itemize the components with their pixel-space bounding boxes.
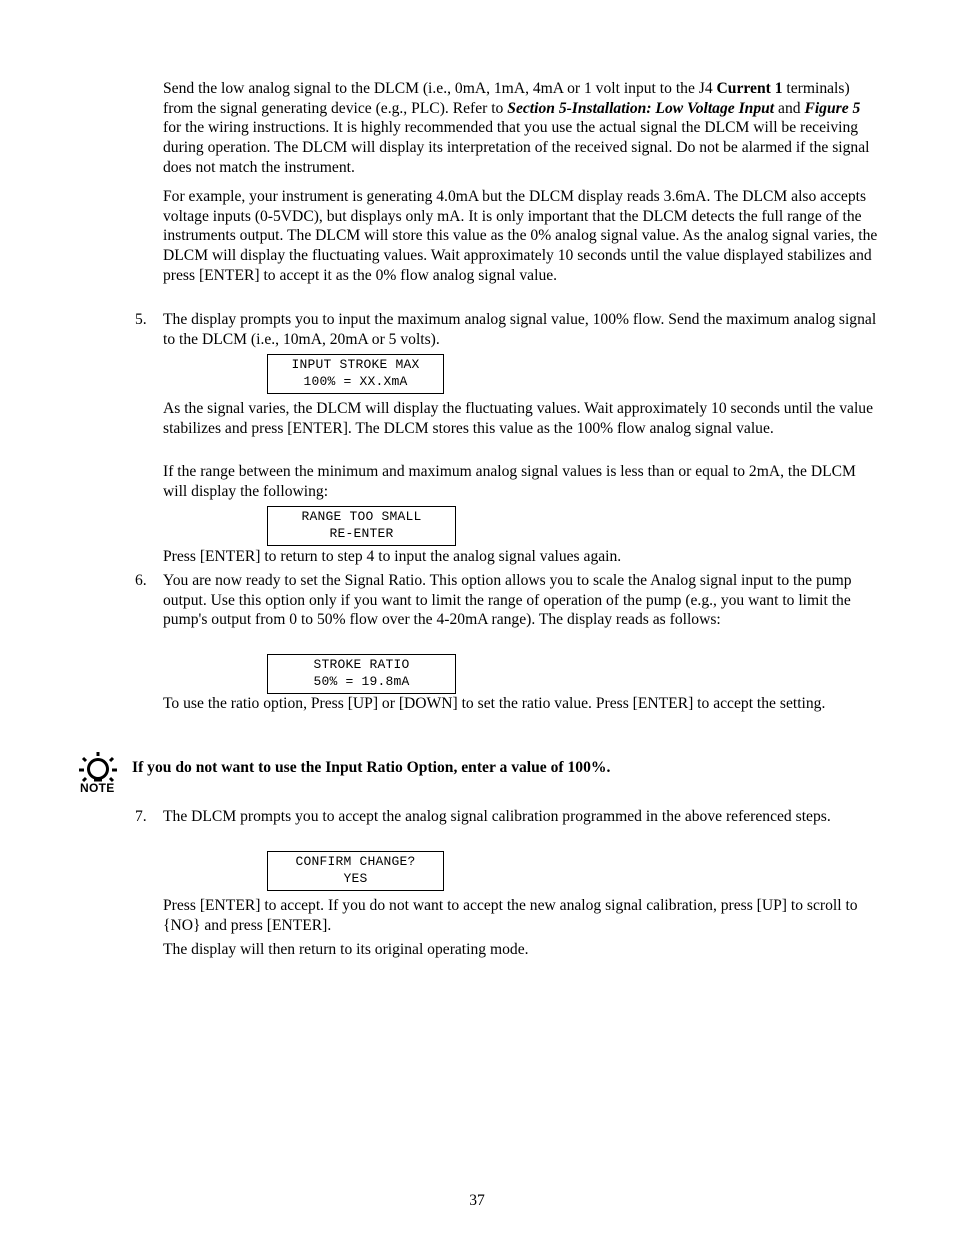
example-paragraph: For example, your instrument is generating 4.0mA but the DLCM display reads 3.6mA. The DLCM also accepts voltage inputs (0-5VDC), but displays only mA. It is only important that the DLCM detects the full range of the instruments output. The DLCM will store this value as the 0% analog signal value. As the analog signal varies, the DLCM will display the fluctuating values. Wait approximately 10 seconds until the value displayed stabilizes and press [ENTER] to accept it as the 0% flow analog signal value. xyxy=(163,188,878,284)
lcd-confirm-change xyxy=(267,851,444,891)
intro-text-4: for the wiring instructions. It is highly recommended that you use the actual signal the DLCM will be receiving during operation. The DLCM will display its interpretation of the received signal. Do not be alarmed if the signal does not match the instrument. xyxy=(163,119,870,176)
note-label: NOTE xyxy=(80,781,115,795)
step7-number: 7. xyxy=(135,808,147,825)
intro-text-2: terminals) from the signal generating device (e.g., PLC). Refer to xyxy=(163,80,850,117)
lcd-line-2: 50% = 19.8mA xyxy=(313,674,410,689)
step5-number: 5. xyxy=(135,311,147,328)
lcd-line-2: YES xyxy=(343,871,368,886)
lcd-line-1: RANGE TOO SMALL xyxy=(301,509,422,524)
intro-text-3: and xyxy=(774,99,805,117)
lcd-input-stroke-max xyxy=(267,354,444,394)
intro-text-1: Send the low analog signal to the DLCM (i.e., 0mA, 1mA, 4mA or 1 volt input to the J4 xyxy=(163,80,717,97)
step6-text: You are now ready to set the Signal Ratio. This option allows you to scale the Analog signal input to the pump output. Use this option only if you want to limit the range of operation of the pump (e.g., you want to limit the pump's output from 0 to 50% flow over the 4-20mA range). The display reads as follows: xyxy=(163,572,852,629)
intro-section-ref: Section 5-Installation: Low Voltage Input xyxy=(507,99,775,117)
step7-after-1: Press [ENTER] to accept. If you do not want to accept the new analog signal calibration, press [UP] to scroll to {NO} and press [ENTER]. xyxy=(163,897,858,934)
lcd-line-2: 100% = XX.XmA xyxy=(303,374,408,389)
intro-figure-ref: Figure 5 xyxy=(804,99,861,117)
step7-after-2: The display will then return to its original operating mode. xyxy=(163,941,529,958)
step5-after-2: If the range between the minimum and maximum analog signal values is less than or equal to 2mA, the DLCM will display the following: xyxy=(163,463,856,500)
lcd-line-2: RE-ENTER xyxy=(329,526,394,541)
intro-bold-current1: Current 1 xyxy=(716,80,783,97)
page-number: 37 xyxy=(469,1192,485,1209)
note-text: If you do not want to use the Input Ratio Option, enter a value of 100%. xyxy=(132,759,611,776)
lcd-stroke-ratio xyxy=(267,654,456,694)
step6-after: To use the ratio option, Press [UP] or [DOWN] to set the ratio value. Press [ENTER] to accept the setting. xyxy=(163,695,826,712)
lcd-range-too-small xyxy=(267,506,456,546)
lcd-line-1: CONFIRM CHANGE? xyxy=(295,854,416,869)
step6-number: 6. xyxy=(135,572,147,589)
step5-after-3: Press [ENTER] to return to step 4 to input the analog signal values again. xyxy=(163,548,622,565)
step5-text: The display prompts you to input the maximum analog signal value, 100% flow. Send the maximum analog signal to the DLCM (i.e., 10mA, 20mA or 5 volts). xyxy=(163,311,877,348)
lcd-line-1: STROKE RATIO xyxy=(313,657,410,672)
step5-after-1: As the signal varies, the DLCM will display the fluctuating values. Wait approximately 10 seconds until the value stabilizes and press [ENTER]. The DLCM stores this value as the 100% flow analog signal value. xyxy=(163,400,873,437)
intro-paragraph xyxy=(163,79,878,178)
step7-text: The DLCM prompts you to accept the analog signal calibration programmed in the above referenced steps. xyxy=(163,808,831,825)
lcd-line-1: INPUT STROKE MAX xyxy=(291,357,420,372)
